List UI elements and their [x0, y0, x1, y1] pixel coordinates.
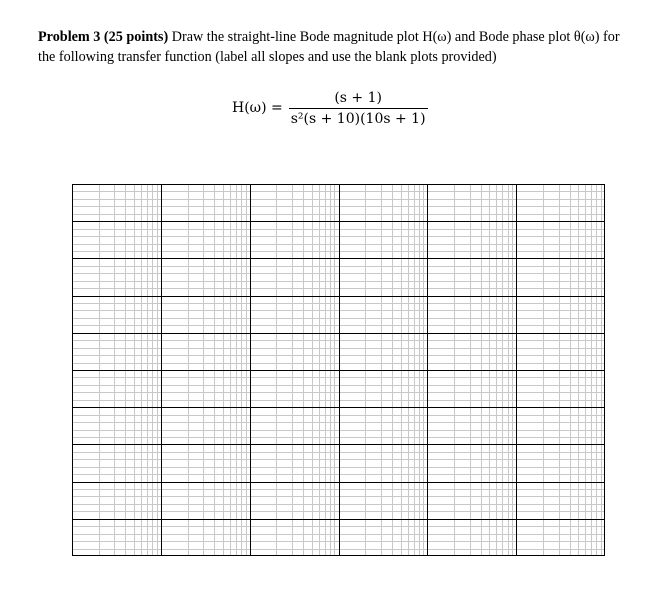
blank-semilog-plot	[72, 184, 605, 556]
problem-heading: Problem 3 (25 points)	[38, 29, 169, 45]
transfer-function-equation	[232, 88, 428, 128]
equation-lhs: H(ω) =	[232, 100, 283, 116]
problem-statement	[38, 27, 638, 67]
equation-fraction	[289, 90, 428, 127]
problem-text: Draw the straight-line Bode magnitude plot H(ω) and Bode phase plot θ(ω) for the following transfer function (label all slopes and use the blank plots provided)	[38, 29, 620, 65]
equation-denominator: s²(s + 10)(10s + 1)	[290, 110, 426, 127]
equation-numerator: (s + 1)	[334, 89, 382, 106]
semilog-grid	[72, 184, 605, 556]
